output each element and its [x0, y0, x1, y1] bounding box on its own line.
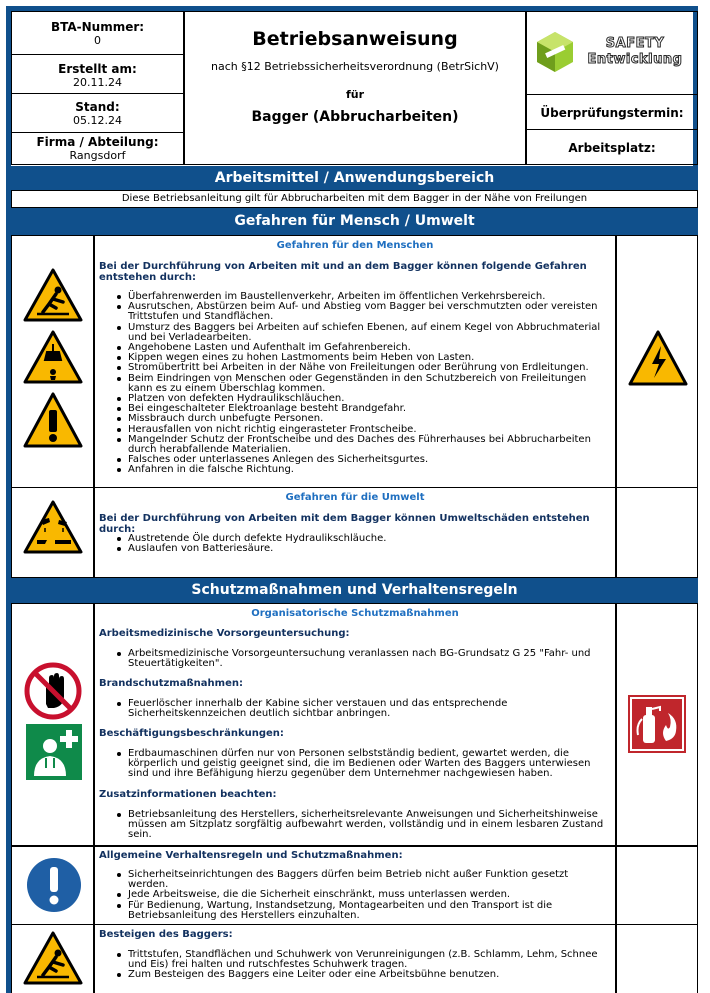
organizational-group-title: Beschäftigungsbeschränkungen: [99, 728, 284, 739]
header-title-block [184, 11, 526, 165]
status-label: Stand: [75, 100, 120, 114]
fire-extinguisher-icon [628, 695, 686, 753]
list-item: Missbrauch durch unbefugte Personen. [128, 414, 609, 424]
list-item: Für Bedienung, Wartung, Instandsetzung, Montagearbeiten und den Transport ist die Betriebsanleitung des Herstellers einzuhalten. [128, 901, 609, 921]
document-title: Betriebsanweisung [252, 28, 458, 50]
status-value: 05.12.24 [73, 114, 122, 127]
list-item: Austretende Öle durch defekte Hydraulikschläuche. [128, 534, 609, 544]
people-hazard-icon-cell [11, 235, 94, 488]
review-date-label: Überprüfungstermin: [540, 106, 684, 120]
people-hazard-text-cell [94, 235, 616, 488]
organizational-subheading: Organisatorische Schutzmaßnahmen [251, 608, 459, 619]
list-item: Trittstufen, Standflächen und Schuhwerk von Verunreinigungen (z.B. Schlamm, Lehm, Schnee und Eis) frei halten und rutschfestes Schuhwerk tragen. [128, 950, 609, 970]
doctor-first-aid-icon [26, 724, 82, 780]
header-left-column [11, 11, 184, 165]
boarding-list [99, 950, 609, 981]
status-cell [11, 93, 184, 133]
list-item: Feuerlöscher innerhalb der Kabine sicher verstauen und das entsprechende Sicherheitskennzeichen deutlich sichtbar anbringen. [128, 699, 609, 719]
general-rules-icon-cell [11, 846, 94, 925]
logo-text [579, 36, 691, 68]
general-rules-list [99, 870, 609, 921]
boarding-text-cell [94, 924, 616, 993]
environment-hazard-list [99, 534, 609, 554]
logo-line-1: SAFETY [605, 36, 665, 51]
general-rules-empty-cell [616, 846, 698, 925]
company-label: Firma / Abteilung: [36, 135, 159, 149]
organizational-group-list [99, 810, 609, 841]
people-hazard-list [99, 292, 609, 476]
suspended-load-icon [23, 330, 83, 384]
company-cell [11, 132, 184, 165]
mandatory-notice-icon [25, 856, 83, 914]
organizational-group-list [99, 649, 609, 669]
environment-hazard-text-cell [94, 487, 616, 578]
people-hazard-lead: Bei der Durchführung von Arbeiten mit und an dem Bagger können folgende Gefahren entstehen durch: [99, 261, 587, 283]
organizational-group-title: Arbeitsmedizinische Vorsorgeuntersuchung: [99, 628, 350, 639]
organizational-icon-cell [11, 603, 94, 846]
logo-box [526, 11, 698, 95]
list-item: Überfahrenwerden im Baustellenverkehr, Arbeiten im öffentlichen Verkehrsbereich. [128, 292, 609, 302]
corrosive-icon [23, 500, 83, 554]
general-rules-text-cell [94, 846, 616, 925]
list-item: Stromübertritt bei Arbeiten in der Nähe von Freileitungen oder Berührung von Erdleitungen. [128, 363, 609, 373]
list-item: Arbeitsmedizinische Vorsorgeuntersuchung veranlassen nach BG-Grundsatz G 25 "Fahr- und Steuertätigkeiten". [128, 649, 609, 669]
high-voltage-icon [628, 330, 688, 386]
list-item: Jede Arbeitsweise, die die Sicherheit einschränkt, muss unterlassen werden. [128, 890, 609, 900]
list-item: Ausrutschen, Abstürzen beim Auf- und Abstieg vom Bagger bei verschmutzten oder vereisten Trittstufen und Standflächen. [128, 302, 609, 322]
organizational-text-cell [94, 603, 616, 846]
document-subtitle: nach §12 Betriebssicherheitsverordnung (BetrSichV) [211, 60, 499, 73]
created-label: Erstellt am: [58, 62, 137, 76]
header-right-column [526, 11, 698, 165]
people-hazard-subheading: Gefahren für den Menschen [276, 240, 434, 251]
workplace-label: Arbeitsplatz: [568, 141, 656, 155]
workplace-cell [526, 129, 698, 165]
scope-heading: Arbeitsmittel / Anwendungsbereich [11, 166, 698, 190]
list-item: Herausfallen von nicht richtig eingerasteter Frontscheibe. [128, 425, 609, 435]
list-item: Betriebsanleitung des Herstellers, sicherheitsrelevante Anweisungen und Sicherheitshinweise müssen am Sitzplatz sorgfältig aufbewahrt werden, vollständig und in einem lesbaren Zustand sein. [128, 810, 609, 841]
list-item: Anfahren in die falsche Richtung. [128, 465, 609, 475]
company-value: Rangsdorf [69, 149, 126, 162]
safety-logo-icon [535, 30, 575, 74]
machine-name: Bagger (Abbrucharbeiten) [251, 109, 459, 125]
logo-line-2: Entwicklung [587, 52, 683, 67]
hazards-heading: Gefahren für Mensch / Umwelt [11, 208, 698, 235]
environment-empty-cell [616, 487, 698, 578]
organizational-group-title: Zusatzinformationen beachten: [99, 789, 277, 800]
bta-number-cell [11, 11, 184, 55]
bta-number-label: BTA-Nummer: [50, 20, 145, 34]
measures-heading: Schutzmaßnahmen und Verhaltensregeln [11, 578, 698, 603]
list-item: Mangelnder Schutz der Frontscheibe und des Daches des Führerhauses bei Abbrucharbeiten durch herabfallende Materialien. [128, 435, 609, 455]
slip-hazard-icon [23, 268, 83, 322]
list-item: Zum Besteigen des Baggers eine Leiter oder eine Arbeitsbühne benutzen. [128, 970, 609, 980]
scope-text: Diese Betriebsanleitung gilt für Abbrucharbeiten mit dem Bagger in der Nähe von Freilungen [11, 190, 698, 208]
list-item: Angehobene Lasten und Aufenthalt im Gefahrenbereich. [128, 343, 609, 353]
slip-hazard-icon [23, 931, 83, 985]
list-item: Umsturz des Baggers bei Arbeiten auf schiefen Ebenen, auf einem Kegel von Abbruchmaterial und bei Verladearbeiten. [128, 323, 609, 343]
general-rules-title: Allgemeine Verhaltensregeln und Schutzmaßnahmen: [99, 850, 403, 861]
created-value: 20.11.24 [73, 76, 122, 89]
list-item: Erdbaumaschinen dürfen nur von Personen selbstständig bedient, gewartet werden, die körperlich und geistig geeignet sind, die im Bedienen oder Warten des Baggers unterwiesen sind und ihre Befähigung hierzu gegenüber dem Unternehmer nachgewiesen haben. [128, 749, 609, 780]
list-item: Beim Eindringen von Menschen oder Gegenständen in den Schutzbereich von Freileitungen kann es zu einem Überschlag kommen. [128, 374, 609, 394]
list-item: Sicherheitseinrichtungen des Baggers dürfen beim Betrieb nicht außer Funktion gesetzt werden. [128, 870, 609, 890]
boarding-empty-cell [616, 924, 698, 993]
electric-hazard-icon-cell [616, 235, 698, 488]
list-item: Bei eingeschalteter Elektroanlage besteht Brandgefahr. [128, 404, 609, 414]
no-touching-icon [24, 662, 82, 720]
boarding-icon-cell [11, 924, 94, 993]
organizational-group-title: Brandschutzmaßnahmen: [99, 678, 243, 689]
environment-hazard-subheading: Gefahren für die Umwelt [285, 492, 425, 503]
created-cell [11, 54, 184, 94]
for-label: für [345, 88, 365, 101]
list-item: Kippen wegen eines zu hohen Lastmoments beim Heben von Lasten. [128, 353, 609, 363]
list-item: Platzen von defekten Hydraulikschläuchen. [128, 394, 609, 404]
list-item: Auslaufen von Batteriesäure. [128, 544, 609, 554]
review-date-cell [526, 94, 698, 130]
general-warning-icon [23, 392, 83, 448]
bta-number-value: 0 [94, 34, 101, 47]
environment-hazard-icon-cell [11, 487, 94, 578]
boarding-title: Besteigen des Baggers: [99, 929, 233, 940]
organizational-group-list [99, 749, 609, 780]
list-item: Falsches oder unterlassenes Anlegen des Sicherheitsgurtes. [128, 455, 609, 465]
environment-hazard-lead: Bei der Durchführung von Arbeiten mit dem Bagger können Umweltschäden entstehen durch: [99, 513, 590, 535]
organizational-group-list [99, 699, 609, 719]
fire-icon-cell [616, 603, 698, 846]
